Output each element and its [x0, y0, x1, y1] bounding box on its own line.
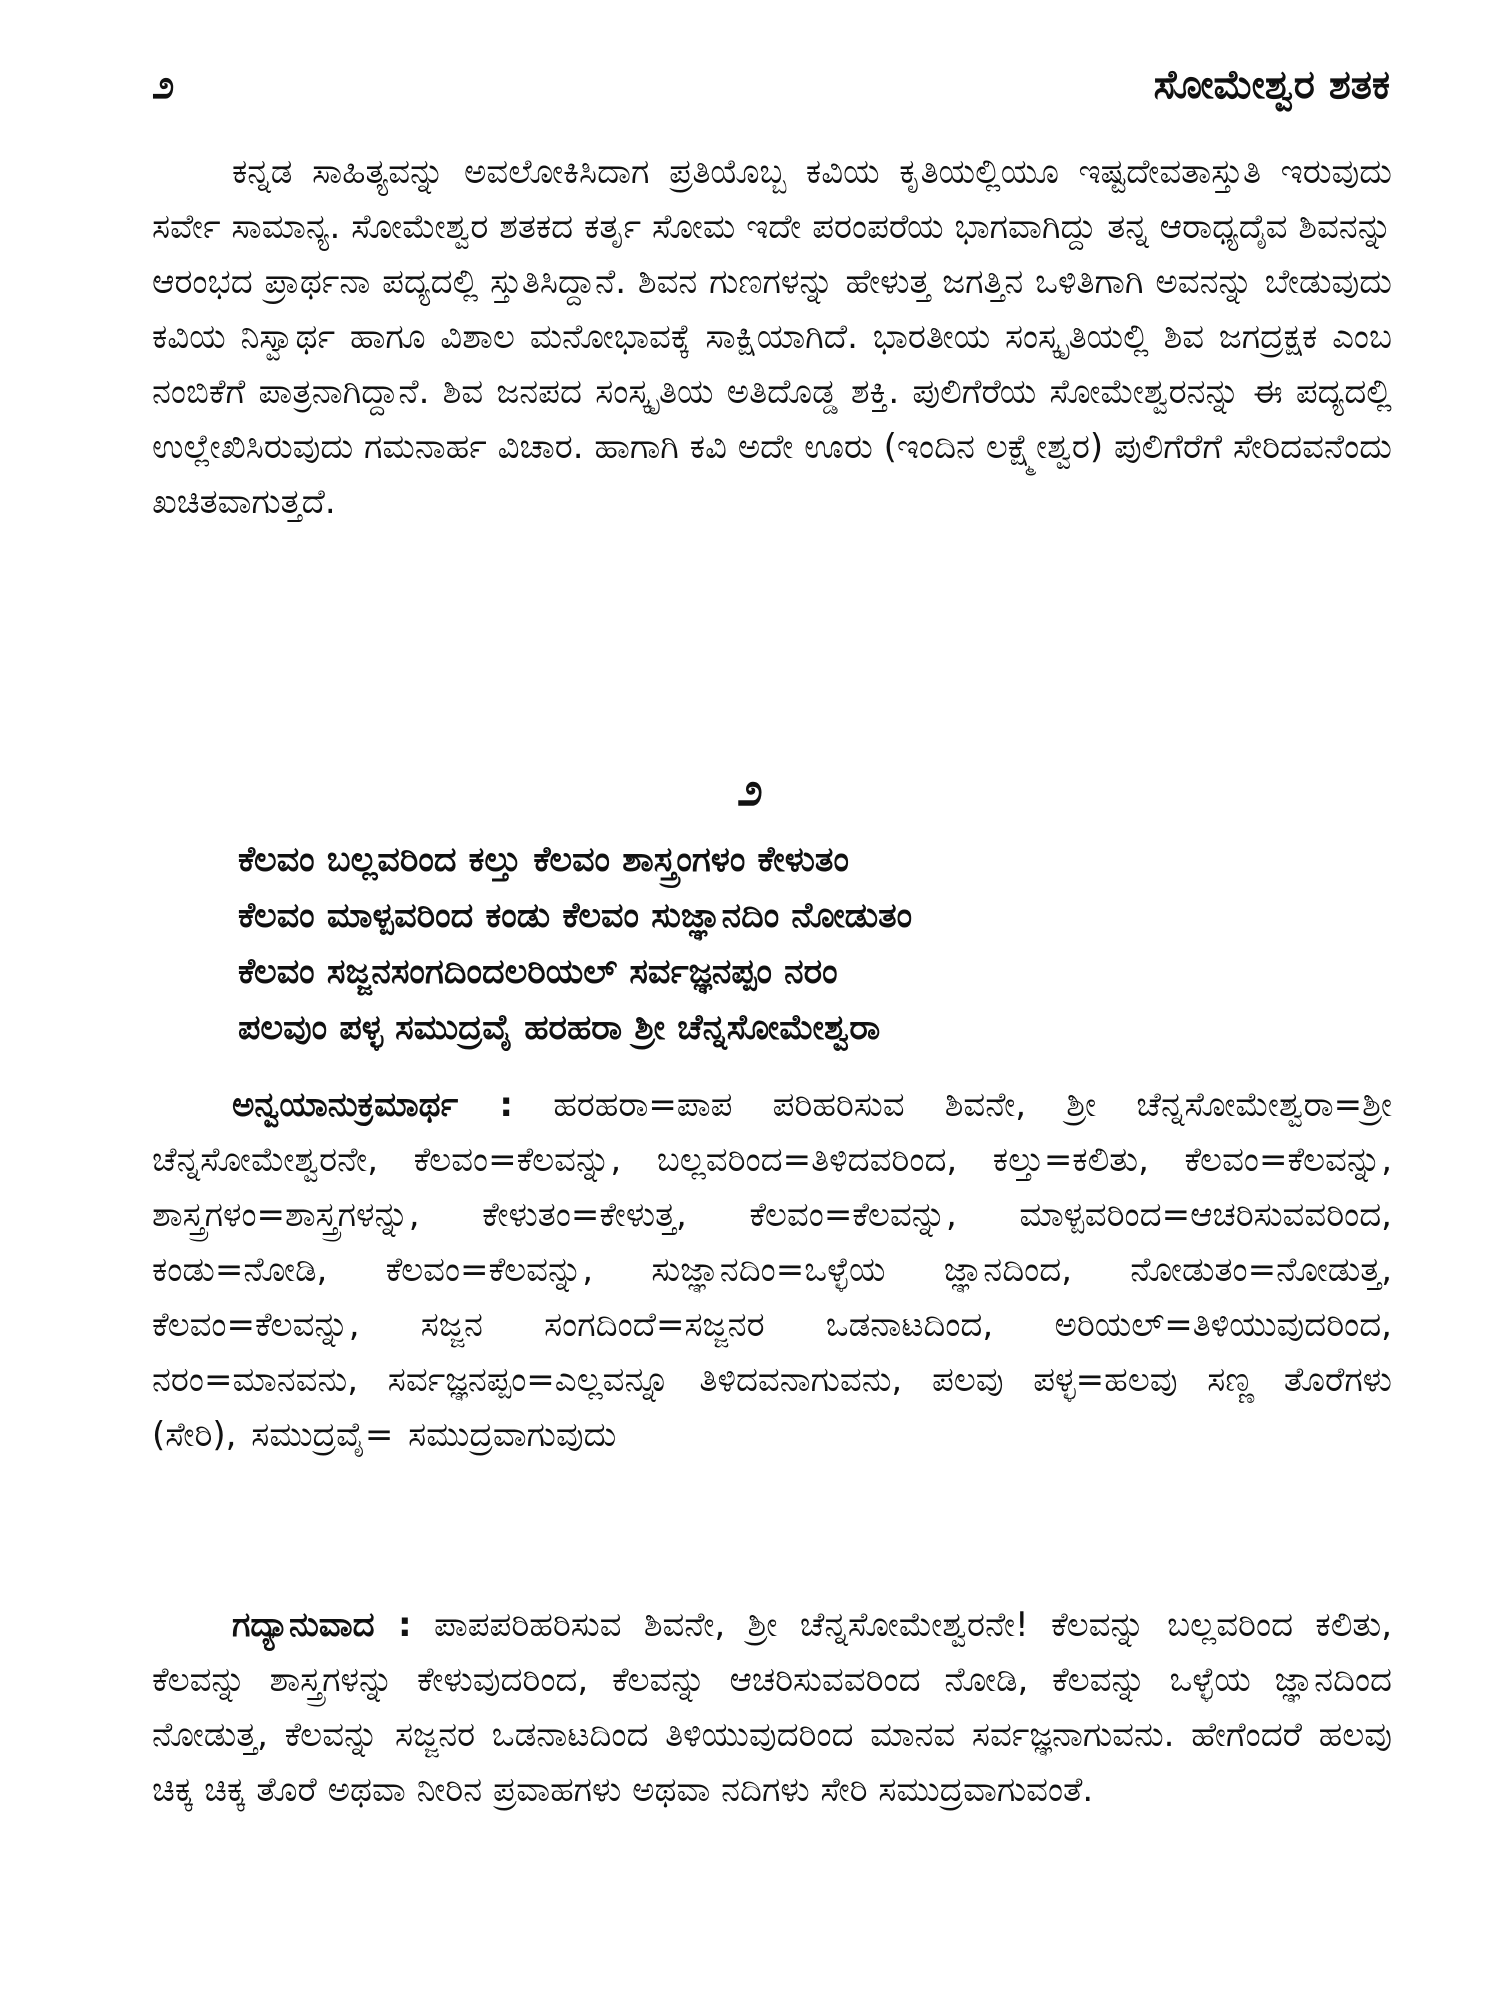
verse-number: ೨ — [737, 762, 763, 816]
page-header — [152, 62, 1390, 122]
verse-line: ಕೆಲವಂ ಸಜ್ಜನಸಂಗದಿಂದಲರಿಯಲ್ ಸರ್ವಜ್ಞನಪ್ಪಂ ನರಂ — [238, 952, 838, 992]
verse-line: ಕೆಲವಂ ಮಾಳ್ಪವರಿಂದ ಕಂಡು ಕೆಲವಂ ಸುಜ್ಞಾನದಿಂ ನೋಡುತಂ — [238, 896, 913, 936]
running-title: ಸೋಮೇಶ್ವರ ಶತಕ — [1153, 62, 1390, 108]
verse-line: ಪಲವುಂ ಪಳ್ಳ ಸಮುದ್ರವೈ ಹರಹರಾ ಶ್ರೀ ಚೆನ್ನಸೋಮೇಶ್ವರಾ — [238, 1008, 881, 1048]
prose-translation-text: ಪಾಪಪರಿಹರಿಸುವ ಶಿವನೇ, ಶ್ರೀ ಚೆನ್ನಸೋಮೇಶ್ವರನೇ! ಕೆಲವನ್ನು ಬಲ್ಲವರಿಂದ ಕಲಿತು, ಕೆಲವನ್ನು ಶಾಸ್ತ್ರಗಳನ್ನು ಕೇಳುವುದರಿಂದ, ಕೆಲವನ್ನು ಆಚರಿಸುವವರಿಂದ ನೋಡಿ, ಕೆಲವನ್ನು ಒಳ್ಳೆಯ ಜ್ಞಾನದಿಂದ ನೋಡುತ್ತ, ಕೆಲವನ್ನು ಸಜ್ಜನರ ಒಡನಾಟದಿಂದ ತಿಳಿಯುವುದರಿಂದ ಮಾನವ ಸರ್ವಜ್ಞನಾಗುವನು. ಹೇಗೆಂದರೆ ಹಲವು ಚಿಕ್ಕ ಚಿಕ್ಕ ತೊರೆ ಅಥವಾ ನೀರಿನ ಪ್ರವಾಹಗಳು ಅಥವಾ ನದಿಗಳು ಸೇರಿ ಸಮುದ್ರವಾಗುವಂತೆ. — [152, 1605, 1392, 1810]
intro-paragraph: ಕನ್ನಡ ಸಾಹಿತ್ಯವನ್ನು ಅವಲೋಕಿಸಿದಾಗ ಪ್ರತಿಯೊಬ್ಬ ಕವಿಯ ಕೃತಿಯಲ್ಲಿಯೂ ಇಷ್ಟದೇವತಾಸ್ತುತಿ ಇರುವುದು ಸರ್ವೇ ಸಾಮಾನ್ಯ. ಸೋಮೇಶ್ವರ ಶತಕದ ಕರ್ತೃ ಸೋಮ ಇದೇ ಪರಂಪರೆಯ ಭಾಗವಾಗಿದ್ದು ತನ್ನ ಆರಾಧ್ಯದೈವ ಶಿವನನ್ನು ಆರಂಭದ ಪ್ರಾರ್ಥನಾ ಪದ್ಯದಲ್ಲಿ ಸ್ತುತಿಸಿದ್ದಾನೆ. ಶಿವನ ಗುಣಗಳನ್ನು ಹೇಳುತ್ತ ಜಗತ್ತಿನ ಒಳಿತಿಗಾಗಿ ಅವನನ್ನು ಬೇಡುವುದು ಕವಿಯ ನಿಸ್ವಾರ್ಥ ಹಾಗೂ ವಿಶಾಲ ಮನೋಭಾವಕ್ಕೆ ಸಾಕ್ಷಿಯಾಗಿದೆ. ಭಾರತೀಯ ಸಂಸ್ಕೃತಿಯಲ್ಲಿ ಶಿವ ಜಗದ್ರಕ್ಷಕ ಎಂಬ ನಂಬಿಕೆಗೆ ಪಾತ್ರನಾಗಿದ್ದಾನೆ. ಶಿವ ಜನಪದ ಸಂಸ್ಕೃತಿಯ ಅತಿದೊಡ್ಡ ಶಕ್ತಿ. ಪುಲಿಗೆರೆಯ ಸೋಮೇಶ್ವರನನ್ನು ಈ ಪದ್ಯದಲ್ಲಿ ಉಲ್ಲೇಖಿಸಿರುವುದು ಗಮನಾರ್ಹ ವಿಚಾರ. ಹಾಗಾಗಿ ಕವಿ ಅದೇ ಊರು (ಇಂದಿನ ಲಕ್ಷ್ಮೇಶ್ವರ) ಪುಲಿಗೆರೆಗೆ ಸೇರಿದವನೆಂದು ಖಚಿತವಾಗುತ್ತದೆ. — [152, 152, 1392, 522]
word-meaning-text: ಹರಹರಾ=ಪಾಪ ಪರಿಹರಿಸುವ ಶಿವನೇ, ಶ್ರೀ ಚೆನ್ನಸೋಮೇಶ್ವರಾ=ಶ್ರೀ ಚೆನ್ನಸೋಮೇಶ್ವರನೇ, ಕೆಲವಂ=ಕೆಲವನ್ನು, ಬಲ್ಲವರಿಂದ=ತಿಳಿದವರಿಂದ, ಕಲ್ತು=ಕಲಿತು, ಕೆಲವಂ=ಕೆಲವನ್ನು, ಶಾಸ್ತ್ರಗಳಂ=ಶಾಸ್ತ್ರಗಳನ್ನು, ಕೇಳುತಂ=ಕೇಳುತ್ತ, ಕೆಲವಂ=ಕೆಲವನ್ನು, ಮಾಳ್ಪವರಿಂದ=ಆಚರಿಸುವವರಿಂದ, ಕಂಡು=ನೋಡಿ, ಕೆಲವಂ=ಕೆಲವನ್ನು, ಸುಜ್ಞಾನದಿಂ=ಒಳ್ಳೆಯ ಜ್ಞಾನದಿಂದ, ನೋಡುತಂ=ನೋಡುತ್ತ, ಕೆಲವಂ=ಕೆಲವನ್ನು, ಸಜ್ಜನ ಸಂಗದಿಂದೆ=ಸಜ್ಜನರ ಒಡನಾಟದಿಂದ, ಅರಿಯಲ್=ತಿಳಿಯುವುದರಿಂದ, ನರಂ=ಮಾನವನು, ಸರ್ವಜ್ಞನಪ್ಪಂ=ಎಲ್ಲವನ್ನೂ ತಿಳಿದವನಾಗುವನು, ಪಲವು ಪಳ್ಳ=ಹಲವು ಸಣ್ಣ ತೊರೆಗಳು (ಸೇರಿ), ಸಮುದ್ರವೈ= ಸಮುದ್ರವಾಗುವುದು — [152, 1085, 1392, 1455]
prose-translation-paragraph — [152, 1598, 1392, 1818]
verse-line: ಕೆಲವಂ ಬಲ್ಲವರಿಂದ ಕಲ್ತು ಕೆಲವಂ ಶಾಸ್ತ್ರಂಗಳಂ ಕೇಳುತಂ — [238, 840, 849, 880]
word-meaning-label: ಅನ್ವಯಾನುಕ್ರಮಾರ್ಥ : — [232, 1085, 513, 1125]
prose-translation-label: ಗದ್ಯಾನುವಾದ : — [232, 1605, 412, 1645]
word-meaning-paragraph — [152, 1078, 1392, 1463]
page-number: ೨ — [152, 62, 175, 108]
verse-block — [238, 832, 1388, 1056]
